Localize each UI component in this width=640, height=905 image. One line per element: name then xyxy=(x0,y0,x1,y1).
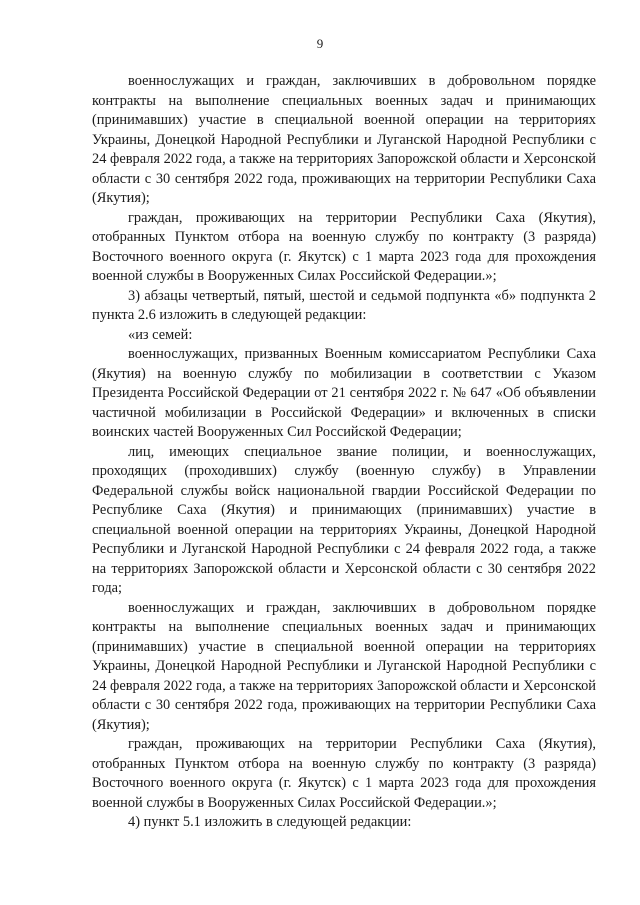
paragraph-citizens-selected-repeat: граждан, проживающих на территории Республики Саха (Якутия), отобранных Пунктом отбора на военную службу по контракту (3 разряда) Восточного военного округа (г. Якутск) с 1 марта 2023 года для прохождения военной службы в Вооруженных Силах Российской Федерации.»; xyxy=(92,736,596,811)
paragraph-servicemen-contract-repeat: военнослужащих и граждан, заключивших в добровольном порядке контракты на выполнение специальных военных задач и принимающих (принимавших) участие в специальной военной операции на территориях Украины, Донецкой Народной Республики и Луганской Народной Республики с 24 февраля 2022 года, а также на территориях Запорожской области и Херсонской области с 30 сентября 2022 года, проживающих на территории Республики Саха (Якутия); xyxy=(92,599,596,733)
paragraph-amendment-4: 4) пункт 5.1 изложить в следующей редакции: xyxy=(128,814,412,830)
paragraph-mobilized-servicemen: военнослужащих, призванных Военным комиссариатом Республики Саха (Якутия) на военную службу по мобилизации в соответствии с Указом Президента Российской Федерации от 21 сентября 2022 г. № 647 «Об объявлении частичной мобилизации в Российской Федерации» и включенных в списки воинских частей Вооруженных Сил Российской Федерации; xyxy=(92,346,596,440)
paragraph-from-families: «из семей: xyxy=(128,326,193,343)
paragraph-police-national-guard: лиц, имеющих специальное звание полиции, и военнослужащих, проходящих (проходивших) службу (военную службу) в Управлении Федеральной службы войск национальной гвардии Российской Федерации по Республике Саха (Якутия) и принимающих (принимавших) участие в специальной военной операции на территориях Украины, Донецкой Народной Республики и Луганской Народной Республики с 24 февраля 2022 года, а также на территориях Запорожской области и Херсонской области с 30 сентября 2022 года; xyxy=(92,443,596,596)
paragraph-citizens-selected: граждан, проживающих на территории Республики Саха (Якутия), отобранных Пунктом отбора на военную службу по контракту (3 разряда) Восточного военного округа (г. Якутск) с 1 марта 2023 года для прохождения военной службы в Вооруженных Силах Российской Федерации.»; xyxy=(92,209,596,284)
document-body xyxy=(92,72,596,833)
paragraph-servicemen-contract: военнослужащих и граждан, заключивших в добровольном порядке контракты на выполнение специальных военных задач и принимающих (принимавших) участие в специальной военной операции на территориях Украины, Донецкой Народной Республики и Луганской Народной Республики с 24 февраля 2022 года, а также на территориях Запорожской области и Херсонской области с 30 сентября 2022 года, проживающих на территории Республики Саха (Якутия); xyxy=(92,73,596,206)
page-number: 9 xyxy=(316,36,324,51)
paragraph-amendment-3: 3) абзацы четвертый, пятый, шестой и седьмой подпункта «б» подпункта 2 пункта 2.6 изложить в следующей редакции: xyxy=(92,287,596,323)
